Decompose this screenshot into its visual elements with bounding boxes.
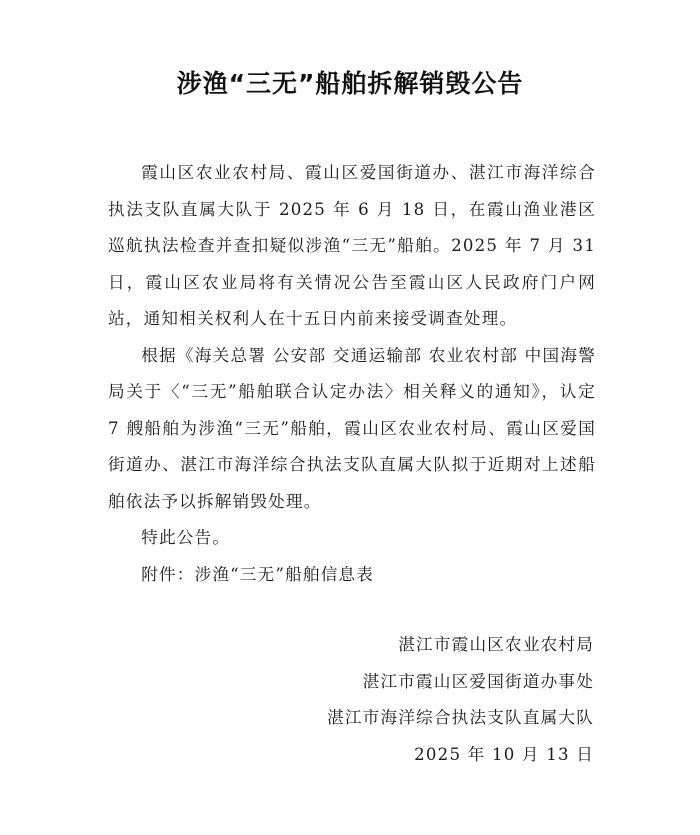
document-title: 涉渔“三无”船舶拆解销毁公告 xyxy=(176,69,524,98)
signatory-maritime-enforcement: 湛江市海洋综合执法支队直属大队 xyxy=(327,708,594,727)
signatory-street-office: 湛江市霞山区爱国街道办事处 xyxy=(362,671,594,691)
body-paragraph-decision: 根据《海关总署 公安部 交通运输部 农业农村部 中国海警局关于〈“三无”船舶联合认定办法〉相关释义的通知》，认定 7 艘船舶为涉渔“三无”船舶，霞山区农业农村局、霞山区爱国街道办、湛江市海洋综合执法支队直属大队拟于近期对上述船舶依法予以拆解销毁处理。 xyxy=(108,345,596,511)
document-body xyxy=(108,155,596,593)
issue-date: 2025 年 10 月 13 日 xyxy=(414,744,594,764)
body-paragraph-closing: 特此公告。 xyxy=(141,528,231,547)
body-paragraph-attachment: 附件：涉渔“三无”船舶信息表 xyxy=(141,564,375,584)
body-paragraph-background: 霞山区农业农村局、霞山区爱国街道办、湛江市海洋综合执法支队直属大队于 2025 年 6 月 18 日，在霞山渔业港区巡航执法检查并查扣疑似涉渔“三无”船舶。2025 年 7 月 31 日，霞山区农业局将有关情况公告至霞山区人民政府门户网站，通知相关权利人在十五日内前来接受调查处理。 xyxy=(108,163,596,328)
signature-block xyxy=(327,627,594,773)
signatory-agriculture-bureau: 湛江市霞山区农业农村局 xyxy=(398,635,594,654)
